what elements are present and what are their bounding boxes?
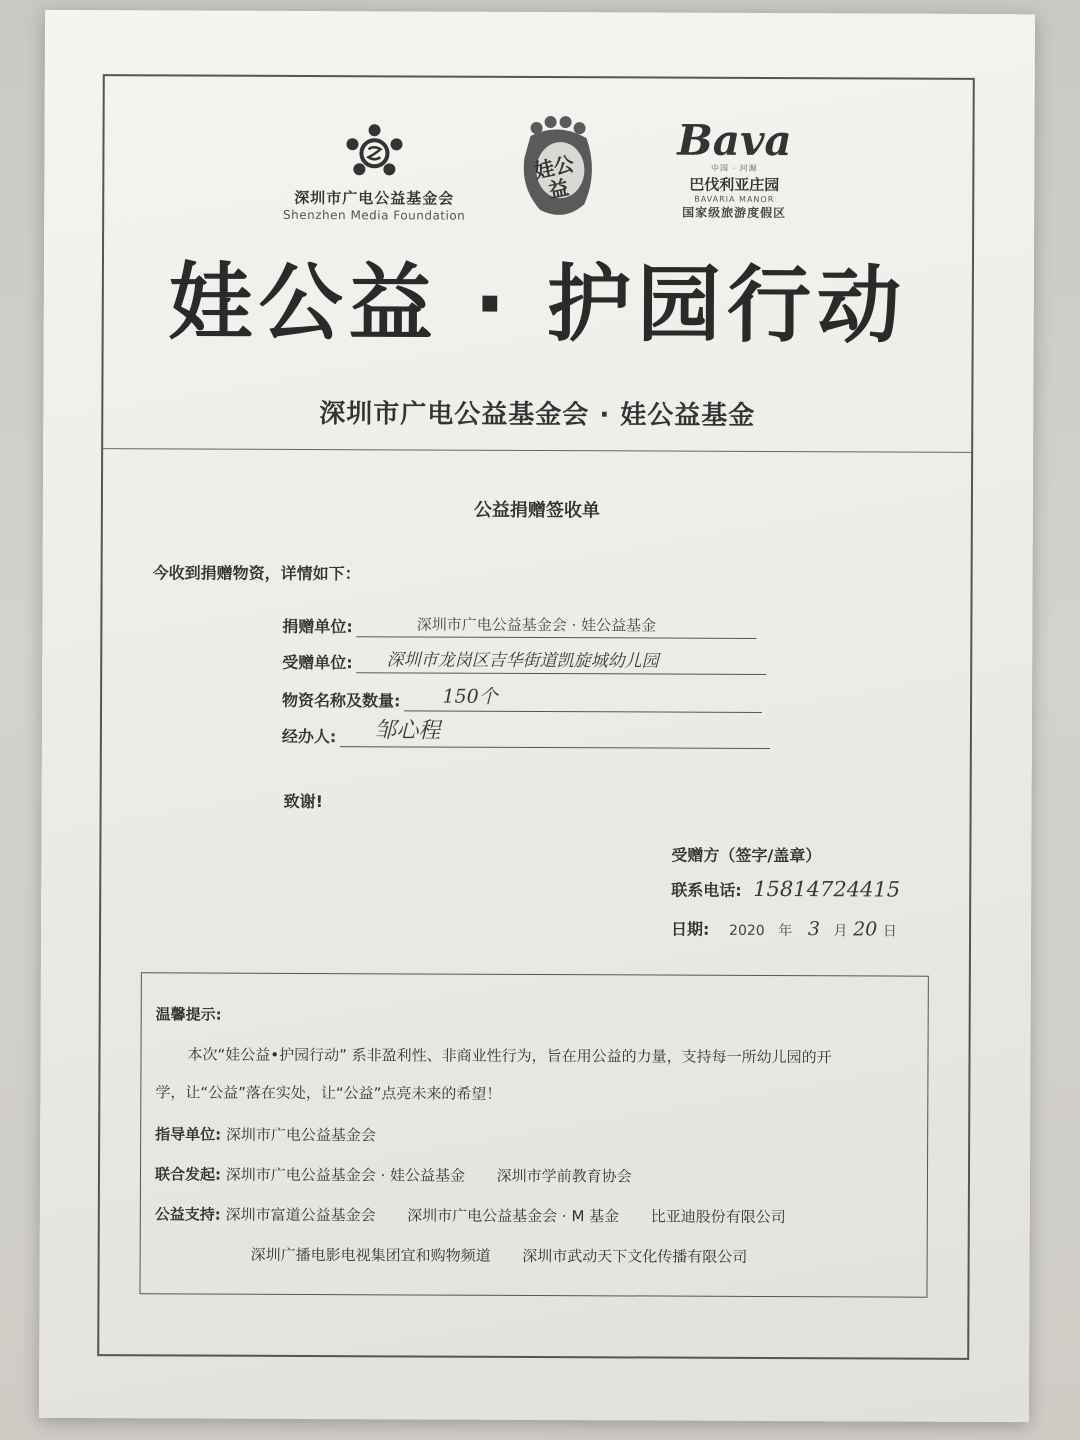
tips-body-line2: 学，让“公益”落在实处，让“公益”点亮未来的希望！ <box>155 1083 502 1103</box>
form-title: 公益捐赠签收单 <box>473 499 600 522</box>
support-label: 公益支持: <box>154 1205 221 1224</box>
day-unit: 日 <box>882 923 897 940</box>
guide-row <box>155 1123 376 1145</box>
handler-value: 邹心程 <box>374 718 441 744</box>
handler-field <box>282 717 771 749</box>
foundation-logo-cn: 深圳市广电公益基金会 <box>294 188 455 208</box>
handler-label: 经办人: <box>281 726 337 747</box>
date-day: 20 <box>853 918 878 941</box>
items-field <box>282 681 763 713</box>
year-unit: 年 <box>778 923 793 940</box>
support-row <box>155 1203 786 1227</box>
donor-field <box>282 607 757 639</box>
items-line <box>404 682 762 713</box>
bavaria-tagline: 国家级旅游度假区 <box>682 205 787 221</box>
recipient-field <box>282 643 767 675</box>
wa-charity-logo <box>506 114 610 228</box>
document-frame <box>97 74 975 1360</box>
recipient-line <box>357 644 767 675</box>
bavaria-name-en: BAVARIA MANOR <box>694 194 775 205</box>
form-intro: 今收到捐赠物资，详情如下： <box>152 563 361 584</box>
wa-charity-logo-text: 娃公益 <box>532 151 577 203</box>
recipient-value: 深圳市龙岗区吉华街道凯旋城幼儿园 <box>386 650 659 672</box>
support-value-5: 深圳市武动天下文化传播有限公司 <box>522 1246 748 1266</box>
initiator-value-2: 深圳市学前教育协会 <box>496 1166 632 1186</box>
handler-line <box>340 718 770 749</box>
header-divider <box>103 448 971 453</box>
thanks-text: 致谢! <box>283 791 323 812</box>
initiator-value-1: 深圳市广电公益基金会 · 娃公益基金 <box>225 1165 466 1185</box>
sub-title: 深圳市广电公益基金会 · 娃公益基金 <box>319 399 756 431</box>
recipient-label: 受赠单位: <box>282 652 353 673</box>
donor-value: 深圳市广电公益基金会 · 娃公益基金 <box>416 615 657 635</box>
items-value: 150个 <box>442 685 498 708</box>
bavaria-name-cn: 巴伐利亚庄园 <box>689 175 780 195</box>
support-value-4: 深圳广播电影电视集团宜和购物频道 <box>250 1245 491 1265</box>
date-row <box>671 917 897 941</box>
phone-value: 15814724415 <box>753 876 901 902</box>
support-value-3: 比亚迪股份有限公司 <box>650 1207 786 1227</box>
items-label: 物资名称及数量: <box>282 690 401 711</box>
date-month: 3 <box>807 918 820 941</box>
date-year: 2020 <box>729 922 765 939</box>
tips-box <box>139 972 928 1297</box>
tips-title: 温馨提示: <box>155 1005 222 1024</box>
phone-row <box>671 877 900 902</box>
foundation-logo-en: Shenzhen Media Foundation <box>283 207 466 223</box>
initiator-row <box>155 1163 632 1186</box>
main-title: 娃公益 · 护园行动 <box>168 253 908 355</box>
document-paper <box>39 10 1035 1422</box>
tips-body-line1: 本次“娃公益•护园行动” 系非盈利性、非商业性行为，旨在用公益的力量，支持每一所幼儿园的开 <box>187 1045 832 1067</box>
bavaria-location: 中国 · 河源 <box>711 163 758 173</box>
guide-value: 深圳市广电公益基金会 <box>225 1125 377 1145</box>
bavaria-manor-logo <box>634 115 834 221</box>
support-value-2: 深圳市广电公益基金会 · M 基金 <box>407 1206 620 1226</box>
recipient-signature-label: 受赠方（签字/盖章） <box>671 845 822 866</box>
foundation-emblem-icon <box>339 121 409 183</box>
support-row-2 <box>251 1244 748 1267</box>
guide-label: 指导单位: <box>155 1125 222 1144</box>
bava-wordmark: Bava <box>677 115 792 166</box>
donor-label: 捐赠单位: <box>282 616 353 637</box>
support-value-1: 深圳市富道公益基金会 <box>225 1205 376 1225</box>
initiator-label: 联合发起: <box>154 1165 222 1184</box>
phone-label: 联系电话: <box>671 880 742 900</box>
month-unit: 月 <box>833 923 848 940</box>
foundation-logo <box>254 121 494 223</box>
donor-line <box>357 608 757 639</box>
date-label: 日期: <box>671 919 710 939</box>
